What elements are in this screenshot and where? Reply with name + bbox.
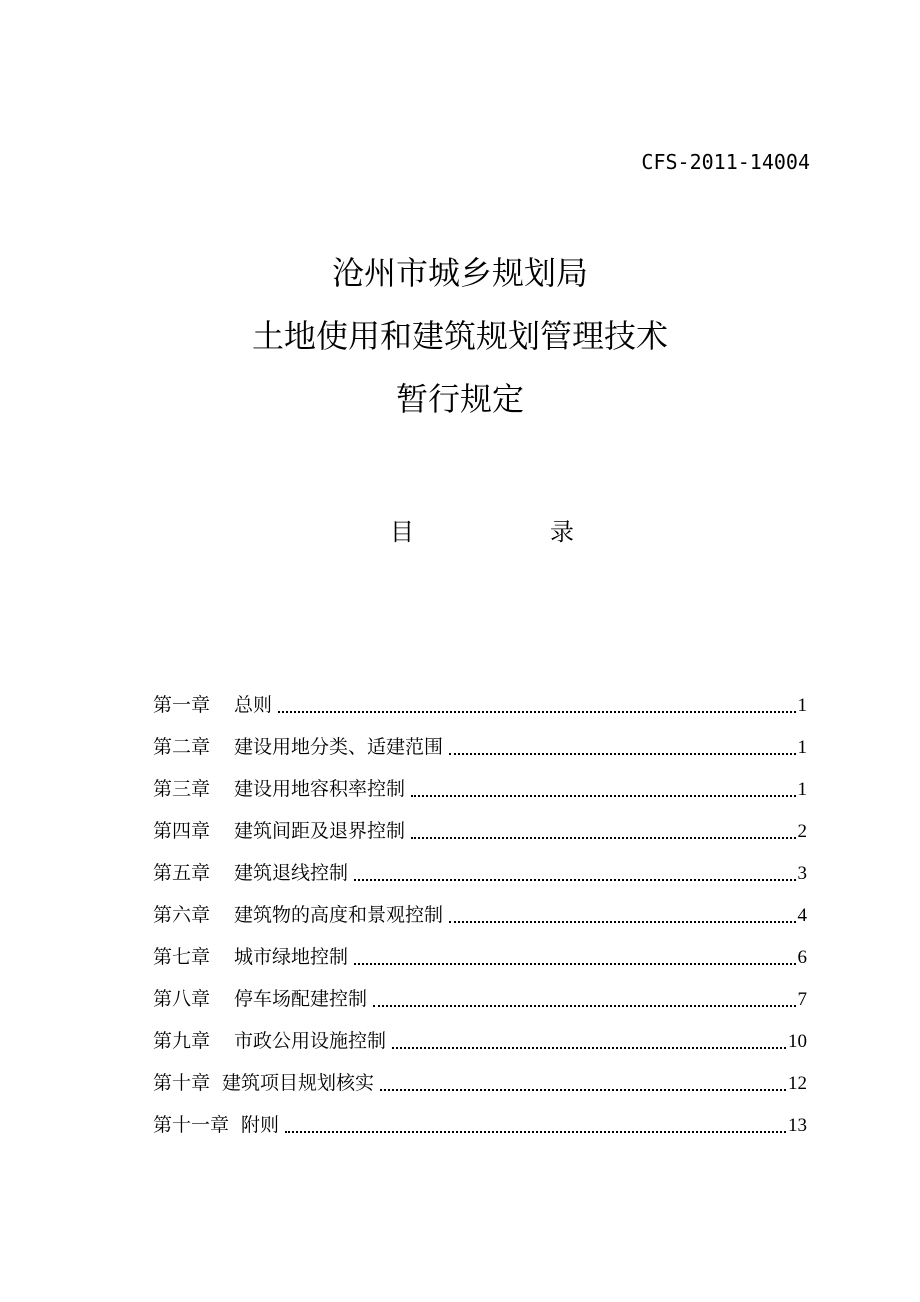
toc-page-number: 6 <box>797 947 807 968</box>
toc-page-number: 13 <box>788 1115 807 1136</box>
toc-leader-dots <box>354 879 795 881</box>
toc-entry[interactable] <box>153 1011 807 1053</box>
toc-chapter: 第五章 <box>153 862 211 884</box>
toc-entry[interactable] <box>153 1053 807 1095</box>
toc-leader-dots <box>373 1005 795 1007</box>
toc-page-number: 7 <box>797 989 807 1010</box>
toc-title: 附则 <box>241 1114 280 1136</box>
title-line-2: 土地使用和建筑规划管理技术 <box>251 317 668 355</box>
document-title <box>0 242 920 431</box>
toc-entry[interactable] <box>153 801 807 843</box>
toc-heading-left: 目 <box>390 518 414 546</box>
toc-title: 建设用地分类、适建范围 <box>234 736 444 758</box>
title-line-1: 沧州市城乡规划局 <box>331 254 588 292</box>
toc-title: 建设用地容积率控制 <box>234 778 406 800</box>
toc-chapter: 第八章 <box>153 988 211 1010</box>
toc-entry[interactable] <box>153 885 807 927</box>
toc-page-number: 1 <box>797 695 807 716</box>
toc-chapter: 第二章 <box>153 736 211 758</box>
toc-title: 城市绿地控制 <box>234 946 349 968</box>
toc-leader-dots <box>411 837 795 839</box>
toc-leader-dots <box>449 753 795 755</box>
toc-chapter: 第四章 <box>153 820 211 842</box>
toc-heading <box>0 512 920 548</box>
toc-chapter: 第十章 <box>153 1072 211 1094</box>
toc-chapter: 第十一章 <box>153 1114 230 1136</box>
toc-leader-dots <box>354 963 795 965</box>
toc-entry[interactable] <box>153 717 807 759</box>
toc-chapter: 第六章 <box>153 904 211 926</box>
toc-chapter: 第七章 <box>153 946 211 968</box>
toc-title: 建筑间距及退界控制 <box>234 820 406 842</box>
toc-title: 停车场配建控制 <box>234 988 368 1010</box>
toc-leader-dots <box>278 711 795 713</box>
toc-title: 市政公用设施控制 <box>234 1030 387 1052</box>
toc-title: 建筑物的高度和景观控制 <box>234 904 444 926</box>
toc-entry[interactable] <box>153 759 807 801</box>
toc-leader-dots <box>411 795 795 797</box>
toc-heading-right: 录 <box>550 518 574 546</box>
toc-page-number: 12 <box>788 1073 807 1094</box>
toc-title: 总则 <box>234 694 273 716</box>
toc-chapter: 第一章 <box>153 694 211 716</box>
toc-leader-dots <box>285 1131 786 1133</box>
toc-page-number: 2 <box>797 821 807 842</box>
toc-page-number: 10 <box>788 1031 807 1052</box>
toc-leader-dots <box>380 1089 786 1091</box>
toc-page-number: 4 <box>797 905 807 926</box>
title-line-3: 暂行规定 <box>395 380 524 418</box>
toc-title: 建筑退线控制 <box>234 862 349 884</box>
toc-entry[interactable] <box>153 1095 807 1137</box>
toc-chapter: 第九章 <box>153 1030 211 1052</box>
toc-entry[interactable] <box>153 843 807 885</box>
toc-page-number: 3 <box>797 863 807 884</box>
toc-title: 建筑项目规划核实 <box>222 1072 375 1094</box>
toc-leader-dots <box>449 921 795 923</box>
toc-chapter: 第三章 <box>153 778 211 800</box>
document-code: CFS-2011-14004 <box>641 150 810 174</box>
table-of-contents <box>153 675 807 1137</box>
toc-entry[interactable] <box>153 969 807 1011</box>
toc-entry[interactable] <box>153 927 807 969</box>
toc-page-number: 1 <box>797 779 807 800</box>
toc-entry[interactable] <box>153 675 807 717</box>
toc-leader-dots <box>392 1047 786 1049</box>
toc-page-number: 1 <box>797 737 807 758</box>
